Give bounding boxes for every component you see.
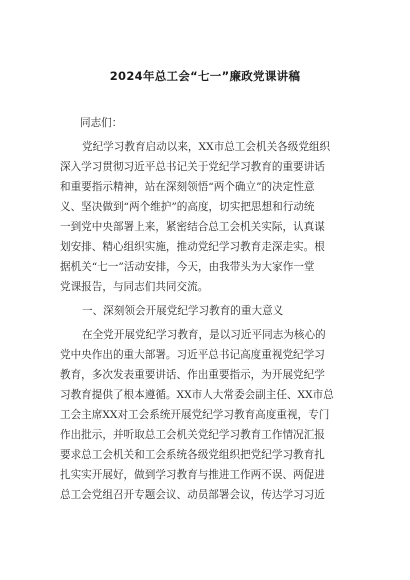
section-heading: 一、深刻领会开展党纪学习教育的重大意义 [82,305,284,317]
paragraph-line: 总工会党组召开专题会议、动员部署会议，传达学习习近 [60,489,325,501]
paragraph-line: 党纪学习教育启动以来，XX市总工会机关各级党组织 [82,141,331,153]
paragraph-line: 党中央作出的重大部署。习近平总书记高度重视党纪学习 [60,349,325,361]
paragraph-line: 一到党中央部署上来，紧密结合总工会机关实际，认真谋 [60,221,325,233]
salutation: 同志们： [80,117,123,129]
paragraph-line: 和重要指示精神，站在深刻领悟“两个确立”的决定性意 [60,181,315,193]
paragraph-line: 义、坚决做到“两个维护”的高度，切实把思想和行动统 [60,201,315,213]
paragraph-line: 教育，多次发表重要讲话、作出重要指示，为开展党纪学 [60,369,325,381]
paragraph-line: 党课报告，与同志们共同交流。 [60,281,209,293]
paragraph-line: 在全党开展党纪学习教育，是以习近平同志为核心的 [82,329,326,341]
paragraph-line: 要求总工会机关和工会系统各级党组织把党纪学习教育扎 [60,449,325,461]
paragraph-line: 据机关“七一”活动安排，今天，由我带头为大家作一堂 [60,261,315,273]
document-title: 2024年总工会“七一”廉政党课讲稿 [109,69,301,83]
paragraph-line: 深入学习贯彻习近平总书记关于党纪学习教育的重要讲话 [60,161,325,173]
paragraph-line: 工会主席XX对工会系统开展党纪学习教育高度重视，专门 [60,409,330,421]
paragraph-line: 划安排、精心组织实施，推动党纪学习教育走深走实。根 [60,241,325,253]
paragraph-line: 作出批示，并听取总工会机关党纪学习教育工作情况汇报 [60,429,325,441]
paragraph-line: 扎实实开展好，做到学习教育与推进工作两不误、两促进 [60,469,325,481]
paragraph-line: 习教育提供了根本遵循。XX市人大常委会副主任、XX市总 [60,389,334,401]
